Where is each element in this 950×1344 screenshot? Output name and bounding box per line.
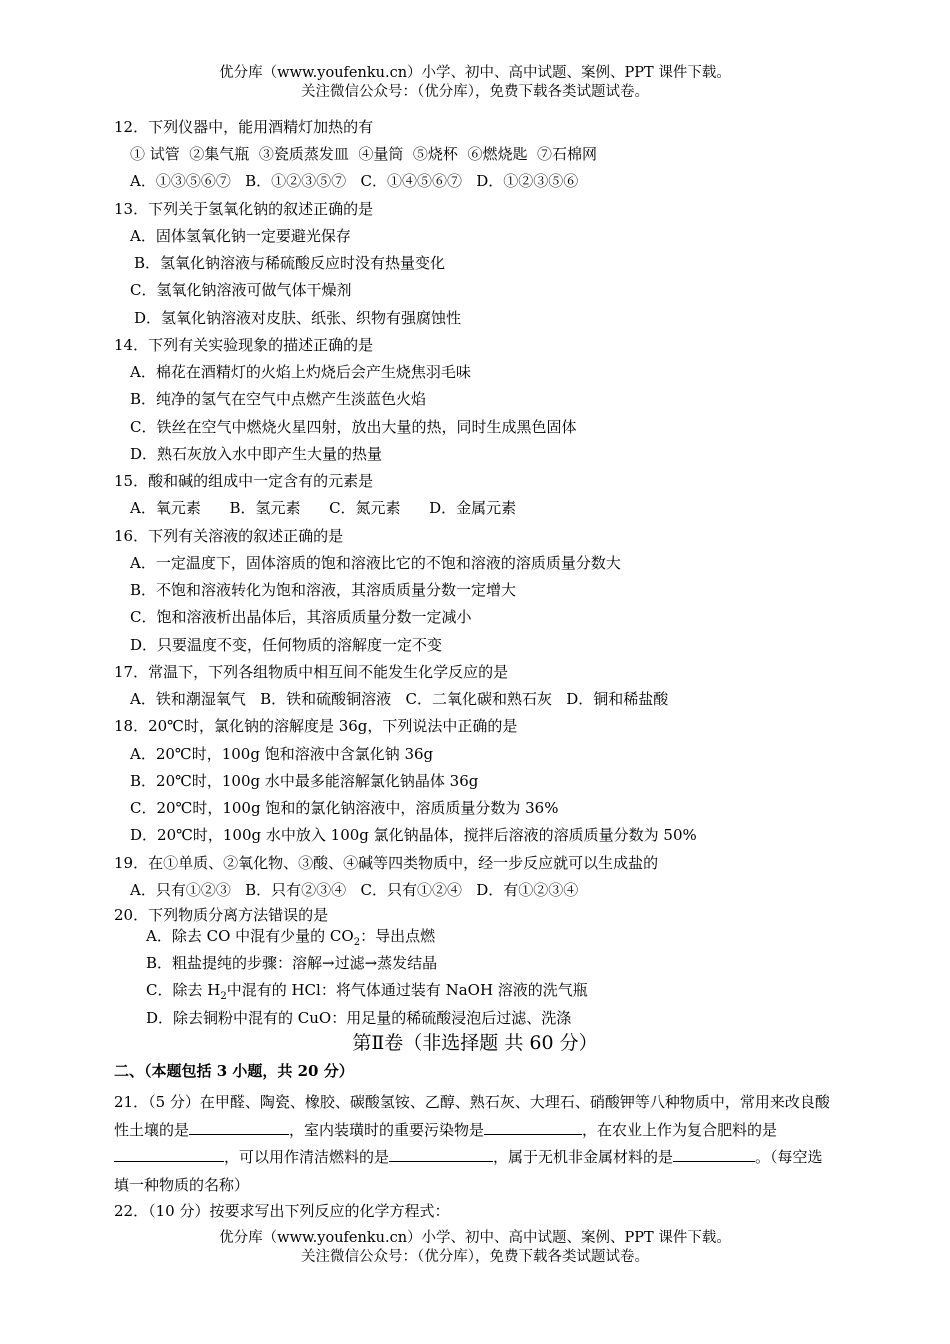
page-footer bbox=[0, 1229, 950, 1267]
header-line-2: 关注微信公众号：（优分库），免费下载各类试题试卷。 bbox=[301, 84, 649, 100]
q20-option-c: C．除去 $H_2$中混有的 HCl：将气体通过装有 NaOH 溶液的洗气瓶 bbox=[146, 981, 588, 1002]
q21-blank-1[interactable] bbox=[189, 1118, 289, 1135]
q20-option-b: B．粗盐提纯的步骤：溶解→过滤→蒸发结晶 bbox=[146, 954, 438, 972]
q18-stem: 18．20℃时，氯化钠的溶解度是 36g，下列说法中正确的是 bbox=[114, 717, 518, 735]
q21-blank-5[interactable] bbox=[673, 1145, 755, 1162]
q21-text-6: 。（每空选填一种物质的名称） bbox=[114, 1148, 823, 1194]
footer-line-1: 优分库（www.youfenku.cn）小学、初中、高中试题、案例、PPT 课件下载。 bbox=[219, 1230, 731, 1246]
q21-blank-4[interactable] bbox=[389, 1145, 493, 1162]
q14-option-a: A．棉花在酒精灯的火焰上灼烧后会产生烧焦羽毛味 bbox=[130, 363, 471, 381]
q18-option-b: B．20℃时，100g 水中最多能溶解氯化钠晶体 36g bbox=[130, 772, 479, 790]
part2-title: 第Ⅱ卷（非选择题 共 60 分） bbox=[352, 1032, 598, 1054]
q16-stem: 16．下列有关溶液的叙述正确的是 bbox=[114, 527, 344, 545]
q12-stem: 12．下列仪器中，能用酒精灯加热的有 bbox=[114, 118, 374, 136]
q12-items: ① 试管 ②集气瓶 ③瓷质蒸发皿 ④量筒 ⑤烧杯 ⑥燃烧匙 ⑦石棉网 bbox=[130, 145, 597, 163]
q15-options: A．氧元素 B．氢元素 C．氮元素 D．金属元素 bbox=[130, 499, 517, 517]
q16-option-b: B．不饱和溶液转化为饱和溶液，其溶质质量分数一定增大 bbox=[130, 581, 517, 599]
q14-option-d: D．熟石灰放入水中即产生大量的热量 bbox=[130, 445, 383, 463]
q20-option-a: A．除去 CO 中混有少量的 $CO_2$：导出点燃 bbox=[146, 927, 436, 948]
q21-text-4: ，可以用作清洁燃料的是 bbox=[224, 1148, 390, 1166]
q14-stem: 14．下列有关实验现象的描述正确的是 bbox=[114, 336, 374, 354]
q16-option-d: D．只要温度不变，任何物质的溶解度一定不变 bbox=[130, 636, 443, 654]
q21-text-3: ，在农业上作为复合肥料的是 bbox=[582, 1120, 778, 1139]
q17-stem: 17．常温下，下列各组物质中相互间不能发生化学反应的是 bbox=[114, 663, 509, 681]
q13-stem: 13．下列关于氢氧化钠的叙述正确的是 bbox=[114, 200, 374, 218]
q21-text-2: ，室内装璜时的重要污染物是 bbox=[289, 1120, 485, 1139]
q21-blank-2[interactable] bbox=[484, 1118, 582, 1135]
q16-option-c: C．饱和溶液析出晶体后，其溶质质量分数一定减小 bbox=[130, 608, 472, 626]
q18-option-d: D．20℃时，100g 水中放入 100g 氯化钠晶体，搅拌后溶液的溶质质量分数为 50% bbox=[130, 826, 697, 844]
q12-options: A．①③⑤⑥⑦ B．①②③⑤⑦ C．①④⑤⑥⑦ D．①②③⑤⑥ bbox=[130, 172, 579, 190]
header-line-1: 优分库（www.youfenku.cn）小学、初中、高中试题、案例、PPT 课件下载。 bbox=[219, 65, 731, 81]
q17-options: A．铁和潮湿氧气 B．铁和硫酸铜溶液 C．二氧化碳和熟石灰 D．铜和稀盐酸 bbox=[130, 690, 669, 708]
q22-stem: 22．（10 分）按要求写出下列反应的化学方程式： bbox=[114, 1202, 450, 1220]
q18-option-a: A．20℃时，100g 饱和溶液中含氯化钠 36g bbox=[130, 745, 434, 763]
q15-stem: 15．酸和碱的组成中一定含有的元素是 bbox=[114, 472, 374, 490]
q21-paragraph bbox=[114, 1089, 836, 1199]
q13-option-c: C．氢氧化钠溶液可做气体干燥剂 bbox=[130, 281, 352, 299]
section-two-heading: 二、（本题包括 3 小题，共 20 分） bbox=[114, 1062, 354, 1080]
q13-option-a: A．固体氢氧化钠一定要避光保存 bbox=[130, 227, 351, 245]
q20-stem: 20．下列物质分离方法错误的是 bbox=[114, 906, 329, 924]
q14-option-b: B．纯净的氢气在空气中点燃产生淡蓝色火焰 bbox=[130, 390, 427, 408]
q21-blank-3[interactable] bbox=[114, 1145, 224, 1162]
q21-text-5: ，属于无机非金属材料的是 bbox=[493, 1148, 674, 1166]
q20-option-d: D．除去铜粉中混有的 CuO：用足量的稀硫酸浸泡后过滤、洗涤 bbox=[146, 1009, 572, 1027]
q19-stem: 19．在①单质、②氧化物、③酸、④碱等四类物质中，经一步反应就可以生成盐的 bbox=[114, 854, 659, 872]
page-header bbox=[0, 64, 950, 102]
q21-text-1: 21．（5 分）在甲醛、陶瓷、橡胶、碳酸氢铵、乙醇、熟石灰、大理石、硝酸钾等八种物质中，常用来改良酸性土壤的是 bbox=[114, 1093, 830, 1139]
q13-option-b: B．氢氧化钠溶液与稀硫酸反应时没有热量变化 bbox=[134, 254, 446, 272]
q19-options: A．只有①②③ B．只有②③④ C．只有①②④ D．有①②③④ bbox=[130, 881, 579, 899]
q16-option-a: A．一定温度下，固体溶质的饱和溶液比它的不饱和溶液的溶质质量分数大 bbox=[130, 554, 621, 572]
q18-option-c: C．20℃时，100g 饱和的氯化钠溶液中，溶质质量分数为 36% bbox=[130, 799, 559, 817]
footer-line-2: 关注微信公众号：（优分库），免费下载各类试题试卷。 bbox=[301, 1249, 649, 1265]
q14-option-c: C．铁丝在空气中燃烧火星四射，放出大量的热，同时生成黑色固体 bbox=[130, 418, 577, 436]
q13-option-d: D．氢氧化钠溶液对皮肤、纸张、织物有强腐蚀性 bbox=[134, 309, 462, 327]
